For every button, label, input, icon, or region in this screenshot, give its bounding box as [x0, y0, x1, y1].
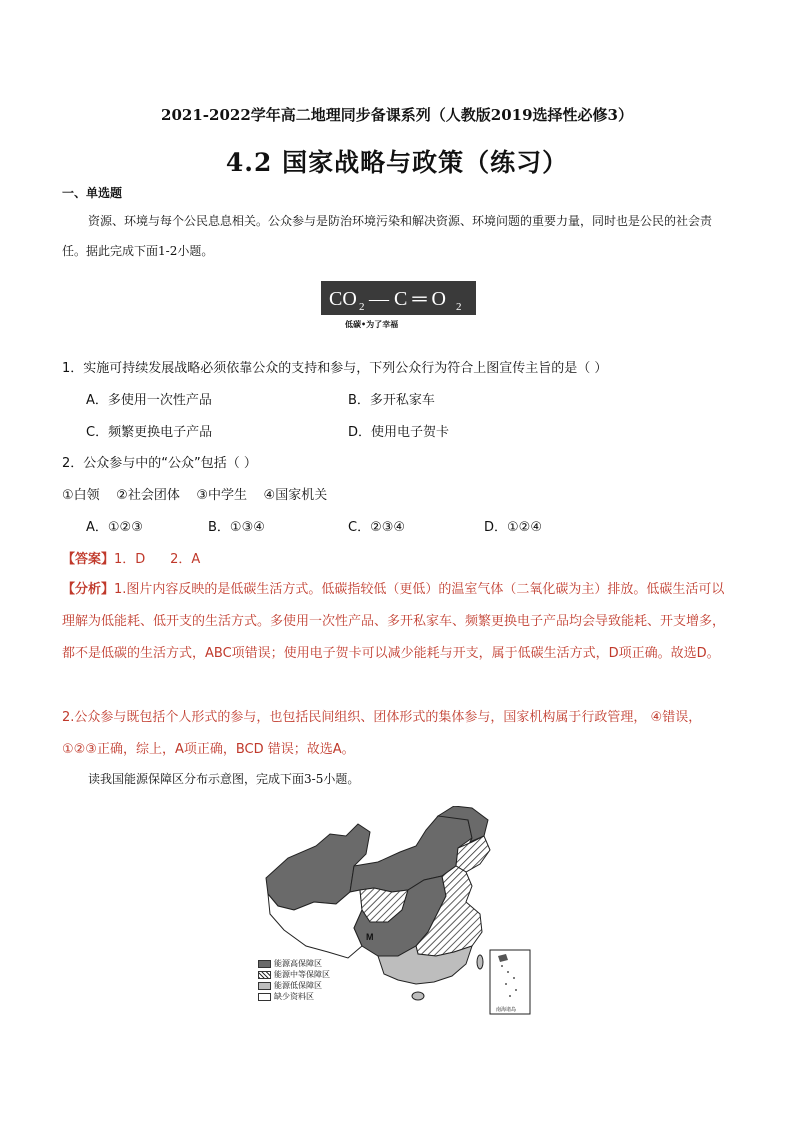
inset-label: 南海诸岛: [496, 1007, 517, 1013]
answer-label: 【答案】: [62, 552, 115, 567]
section-heading: 一、单选题: [62, 186, 123, 200]
q2-option-b: B．①③④: [208, 520, 265, 535]
low-carbon-banner: [321, 281, 476, 315]
answer-text: 1．D 2．A: [114, 552, 201, 567]
energy-map: [258, 806, 534, 1020]
legend-low: 能源低保障区: [258, 980, 322, 990]
q2-items: ①白领 ②社会团体 ③中学生 ④国家机关: [62, 488, 328, 503]
formula-graphic: [321, 281, 476, 315]
answer-line: [62, 548, 200, 567]
map-marker-m: M: [366, 932, 374, 942]
analysis-label: 【分析】: [62, 582, 115, 597]
analysis-p1: 1.图片内容反映的是低碳生活方式。低碳指较低（更低）的温室气体（二氧化碳为主）排放。低碳生活可以理解为低能耗、低开支的生活方式。多使用一次性产品、多开私家车、频繁更换电子产品均会导致能耗、开支增多，都不是低碳的生活方式，ABC项错误；使用电子贺卡可以减少能耗与开支，属于低碳生活方式，D项正确。故选D。: [62, 582, 726, 661]
region-taiwan: [477, 955, 483, 969]
series-heading: 2021-2022学年高二地理同步备课系列（人教版2019选择性必修3）: [161, 106, 633, 124]
formula-mid: — C ═ O: [369, 288, 446, 310]
q2-option-a: A．①②③: [86, 520, 143, 535]
q2-option-c: C．②③④: [348, 520, 406, 535]
q1-option-c: C．频繁更换电子产品: [86, 425, 213, 440]
question-1-stem: 1．实施可持续发展战略必须依靠公众的支持和参与，下列公众行为符合上图宣传主旨的是（ ）: [62, 361, 608, 376]
formula-sub1: 2: [359, 301, 365, 313]
formula-co: CO: [329, 288, 357, 310]
legend-nodata: 缺少资料区: [258, 991, 314, 1001]
question-2-stem: 2．公众参与中的“公众”包括（ ）: [62, 456, 257, 471]
legend-high: 能源高保障区: [258, 958, 322, 968]
analysis-1: [62, 574, 734, 670]
intro-paragraph: 资源、环境与每个公民息息相关。公众参与是防治环境污染和解决资源、环境问题的重要力量，同时也是公民的社会责任。据此完成下面1-2小题。: [62, 214, 713, 258]
q1-option-d: D．使用电子贺卡: [348, 425, 450, 440]
analysis-2: 2.公众参与既包括个人形式的参与，也包括民间组织、团体形式的集体参与，国家机构属于行政管理， ④错误，①②③正确，综上，A项正确，BCD 错误；故选A。: [62, 710, 702, 757]
map-legend: [258, 958, 358, 1006]
banner-caption: 低碳•为了幸福: [345, 320, 399, 329]
region-hainan: [412, 992, 424, 1000]
q1-option-b: B．多开私家车: [348, 393, 435, 408]
intro-2: 读我国能源保障区分布示意图，完成下面3-5小题。: [88, 772, 360, 786]
formula-sub2: 2: [456, 301, 462, 313]
south-sea-inset: [490, 950, 530, 1014]
q1-option-a: A．多使用一次性产品: [86, 393, 212, 408]
q2-option-d: D．①②④: [484, 520, 542, 535]
page-title: 4.2 国家战略与政策（练习）: [225, 148, 569, 177]
legend-medium: 能源中等保障区: [258, 969, 330, 979]
